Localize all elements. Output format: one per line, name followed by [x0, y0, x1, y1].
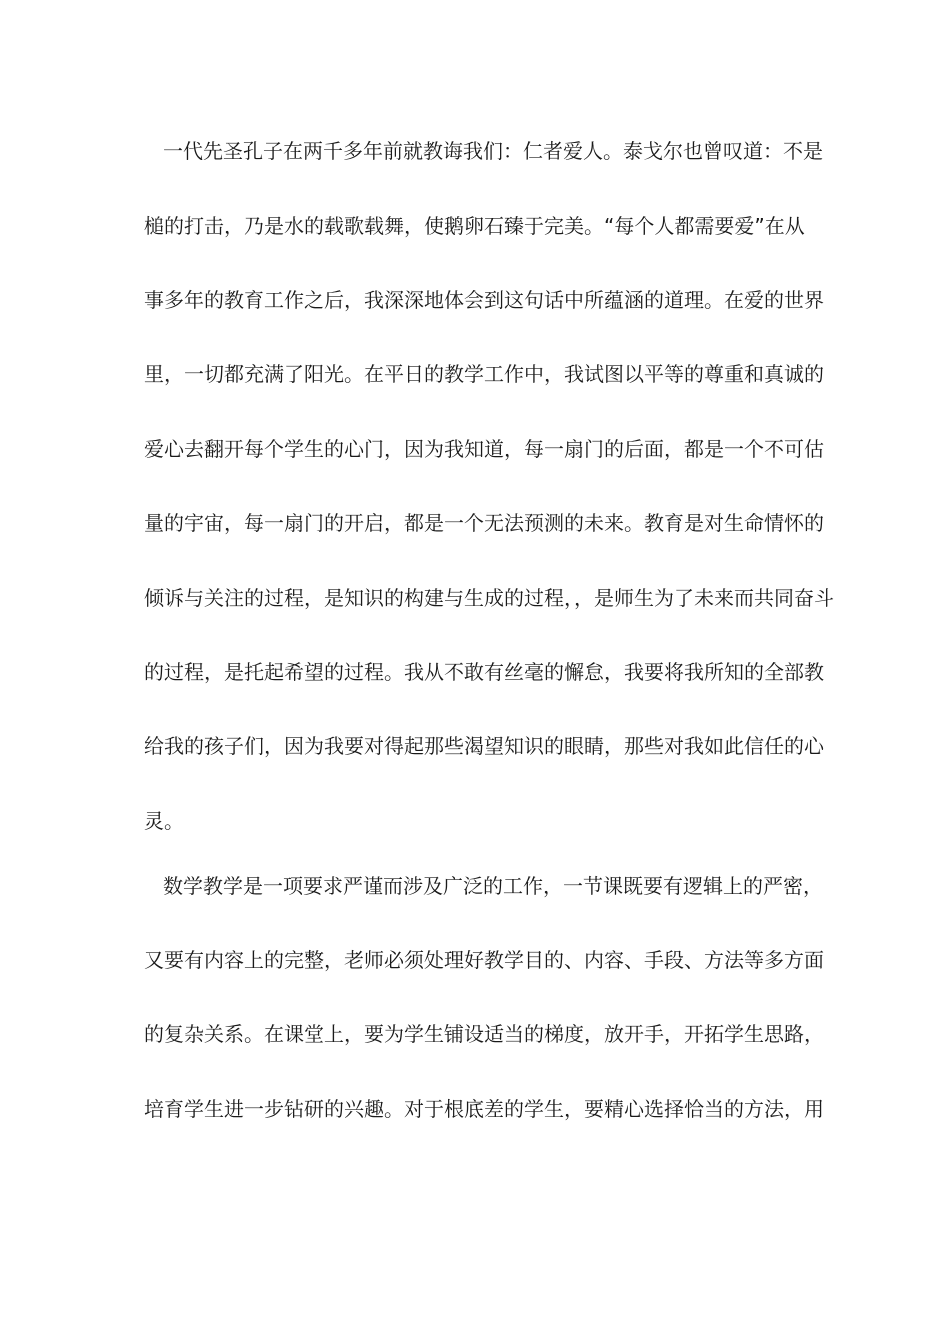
- paragraph-1-line-3: 事多年的教育工作之后，我深深地体会到这句话中所蕴涵的道理。在爱的世界: [144, 288, 824, 312]
- paragraph-1-line-6: 量的宇宙，每一扇门的开启，都是一个无法预测的未来。教育是对生命情怀的: [144, 511, 824, 535]
- paragraph-1-line-5: 爱心去翻开每个学生的心门，因为我知道，每一扇门的后面，都是一个不可估: [144, 437, 824, 461]
- paragraph-2-line-4: 培育学生进一步钻研的兴趣。对于根底差的学生，要精心选择恰当的方法，用: [144, 1097, 824, 1121]
- paragraph-1-line-9: 给我的孩子们，因为我要对得起那些渴望知识的眼睛，那些对我如此信任的心: [144, 734, 824, 758]
- paragraph-2-line-3: 的复杂关系。在课堂上，要为学生铺设适当的梯度，放开手，开拓学生思路，: [144, 1022, 824, 1046]
- paragraph-2-line-2: 又要有内容上的完整，老师必须处理好教学目的、内容、手段、方法等多方面: [144, 948, 824, 972]
- paragraph-2-line-1: 数学教学是一项要求严谨而涉及广泛的工作，一节课既要有逻辑上的严密，: [163, 874, 823, 898]
- paragraph-1-line-10: 灵。: [144, 809, 184, 833]
- paragraph-1-line-7: 倾诉与关注的过程，是知识的构建与生成的过程，，是师生为了未来而共同奋斗: [144, 586, 834, 610]
- paragraph-1-line-1: 一代先圣孔子在两千多年前就教诲我们：仁者爱人。泰戈尔也曾叹道：不是: [163, 139, 823, 163]
- paragraph-1-line-8: 的过程，是托起希望的过程。我从不敢有丝毫的懈怠，我要将我所知的全部教: [144, 660, 824, 684]
- paragraph-1-line-2: 槌的打击，乃是水的载歌载舞，使鹅卵石臻于完美。“每个人都需要爱”在从: [144, 214, 805, 238]
- paragraph-1-line-4: 里，一切都充满了阳光。在平日的教学工作中，我试图以平等的尊重和真诚的: [144, 362, 824, 386]
